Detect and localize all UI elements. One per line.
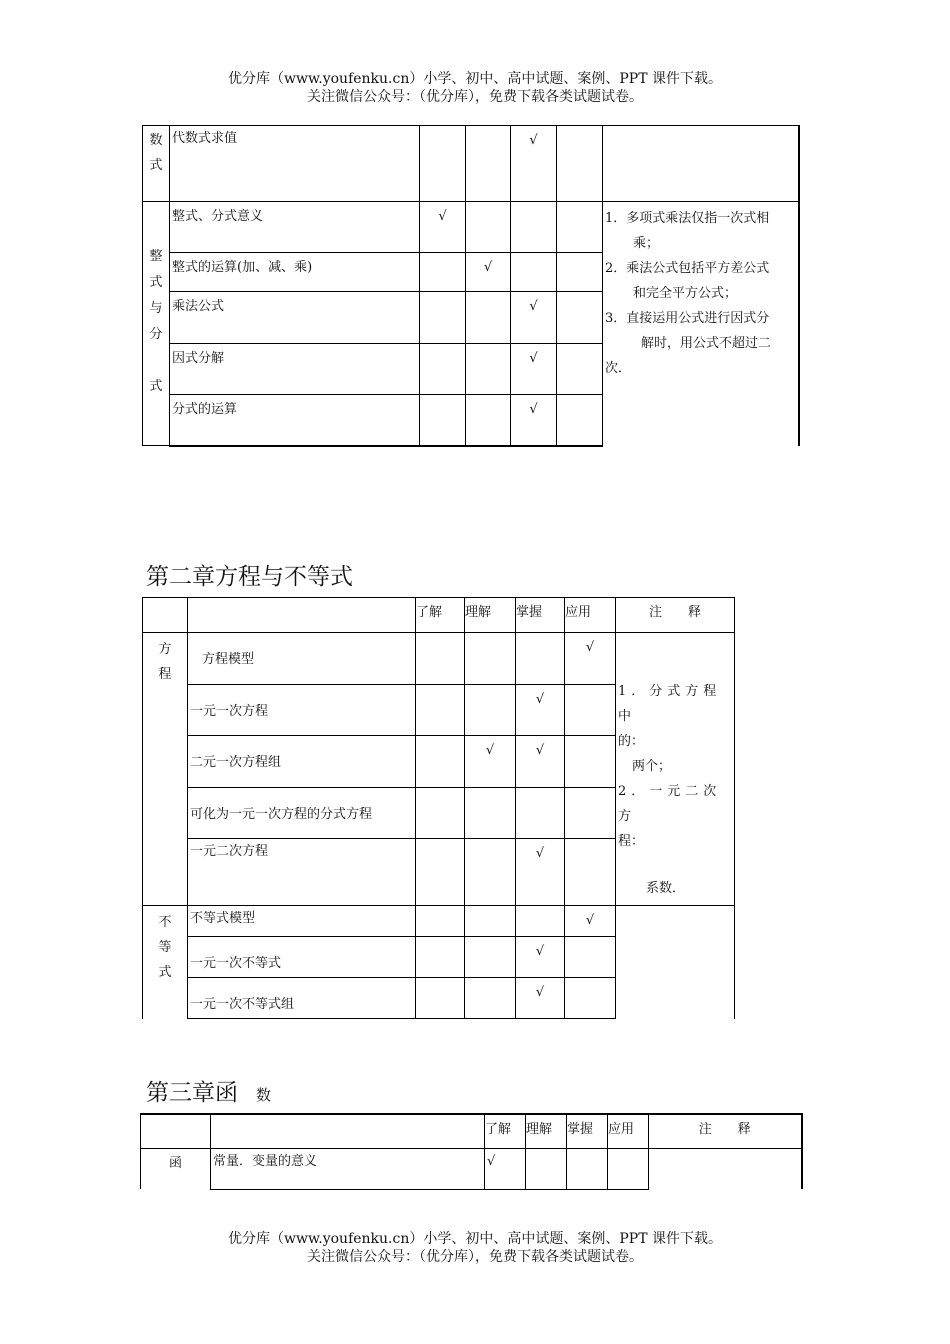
item-fenshi: 分式的运算: [170, 395, 420, 446]
check-mark: √: [511, 126, 557, 202]
category-hanshu: 函: [141, 1148, 211, 1189]
page-header-line2: 关注微信公众号：（优分库），免费下载各类试题试卷。: [307, 89, 643, 105]
category-zhengshi-fenshi: 整 式 与 分 式: [143, 202, 170, 446]
item-eryuan: 二元一次方程组: [188, 736, 416, 788]
table-row: [143, 202, 799, 253]
table-equations: [142, 597, 735, 1019]
category-fangcheng: 方 程: [143, 633, 188, 906]
item-chengfa: 乘法公式: [170, 292, 420, 344]
page-footer-line1: 优分库（www.youfenku.cn）小学、初中、高中试题、案例、PPT 课件下载。: [227, 1231, 722, 1247]
item-yunsuan: 整式的运算(加、减、乘): [170, 253, 420, 292]
check-mark: √: [511, 292, 557, 344]
note-cell: 1．多项式乘法仅指一次式相 乘； 2．乘法公式包括平方差公式 和完全平方公式； 3．直接运用公式进行因式分 解时，用公式不超过二 次．: [603, 202, 799, 446]
check-mark: √: [466, 253, 511, 292]
page-header-line1: 优分库（www.youfenku.cn）小学、初中、高中试题、案例、PPT 课件下载。: [227, 71, 722, 87]
col-header-yingyong: 应用: [608, 1114, 649, 1148]
check-mark: √: [516, 839, 565, 906]
chapter2-title: 第二章方程与不等式: [146, 564, 353, 590]
item-fenshifangcheng: 可化为一元一次方程的分式方程: [188, 787, 416, 839]
table-row: [141, 1148, 802, 1189]
col-header-lijie: 理解: [465, 598, 516, 633]
table-functions: [140, 1113, 803, 1190]
table-algebra: [142, 125, 800, 447]
check-mark: √: [516, 684, 565, 736]
check-mark: √: [516, 736, 565, 788]
chapter3-title: 第三章函 数: [146, 1080, 272, 1106]
col-header-yingyong: 应用: [565, 598, 616, 633]
item-bdmx: 不等式模型: [188, 906, 416, 937]
check-mark: √: [516, 937, 565, 978]
table-row: [143, 126, 799, 202]
col-header-liaojie: 了解: [485, 1114, 526, 1148]
col-header-liaojie: 了解: [416, 598, 465, 633]
item-bdz: 一元一次不等式组: [188, 978, 416, 1019]
category-shushi: 数 式: [143, 126, 170, 202]
table-row: [143, 633, 735, 685]
item-bd1: 一元一次不等式: [188, 937, 416, 978]
check-mark: √: [511, 395, 557, 446]
col-header-lijie: 理解: [526, 1114, 567, 1148]
item-yinshi: 因式分解: [170, 344, 420, 395]
table-header-row: [143, 598, 735, 633]
col-header-zhushi: 注 释: [616, 598, 735, 633]
check-mark: √: [465, 736, 516, 788]
table-row: [143, 906, 735, 937]
check-mark: √: [565, 906, 616, 937]
table-header-row: [141, 1114, 802, 1148]
col-header-zhangwo: 掌握: [516, 598, 565, 633]
check-mark: √: [516, 978, 565, 1019]
page-footer-line2: 关注微信公众号：（优分库），免费下载各类试题试卷。: [307, 1249, 643, 1265]
col-header-zhushi: 注 释: [649, 1114, 802, 1148]
check-mark: √: [511, 344, 557, 395]
check-mark: √: [485, 1148, 526, 1189]
category-budengshi: 不 等 式: [143, 906, 188, 1019]
check-mark: √: [420, 202, 466, 253]
item-yiyuan: 一元一次方程: [188, 684, 416, 736]
item-daishu: 代数式求值: [170, 126, 420, 202]
col-header-zhangwo: 掌握: [567, 1114, 608, 1148]
note-cell: 1．分式方程中 的： 两个； 2．一元二次方 程： 系数．: [616, 633, 735, 906]
item-moxing: 方程模型: [188, 633, 416, 685]
item-changliang: 常量．变量的意义: [211, 1148, 485, 1189]
item-erci: 一元二次方程: [188, 839, 416, 906]
item-yiyi: 整式、分式意义: [170, 202, 420, 253]
check-mark: √: [565, 633, 616, 685]
